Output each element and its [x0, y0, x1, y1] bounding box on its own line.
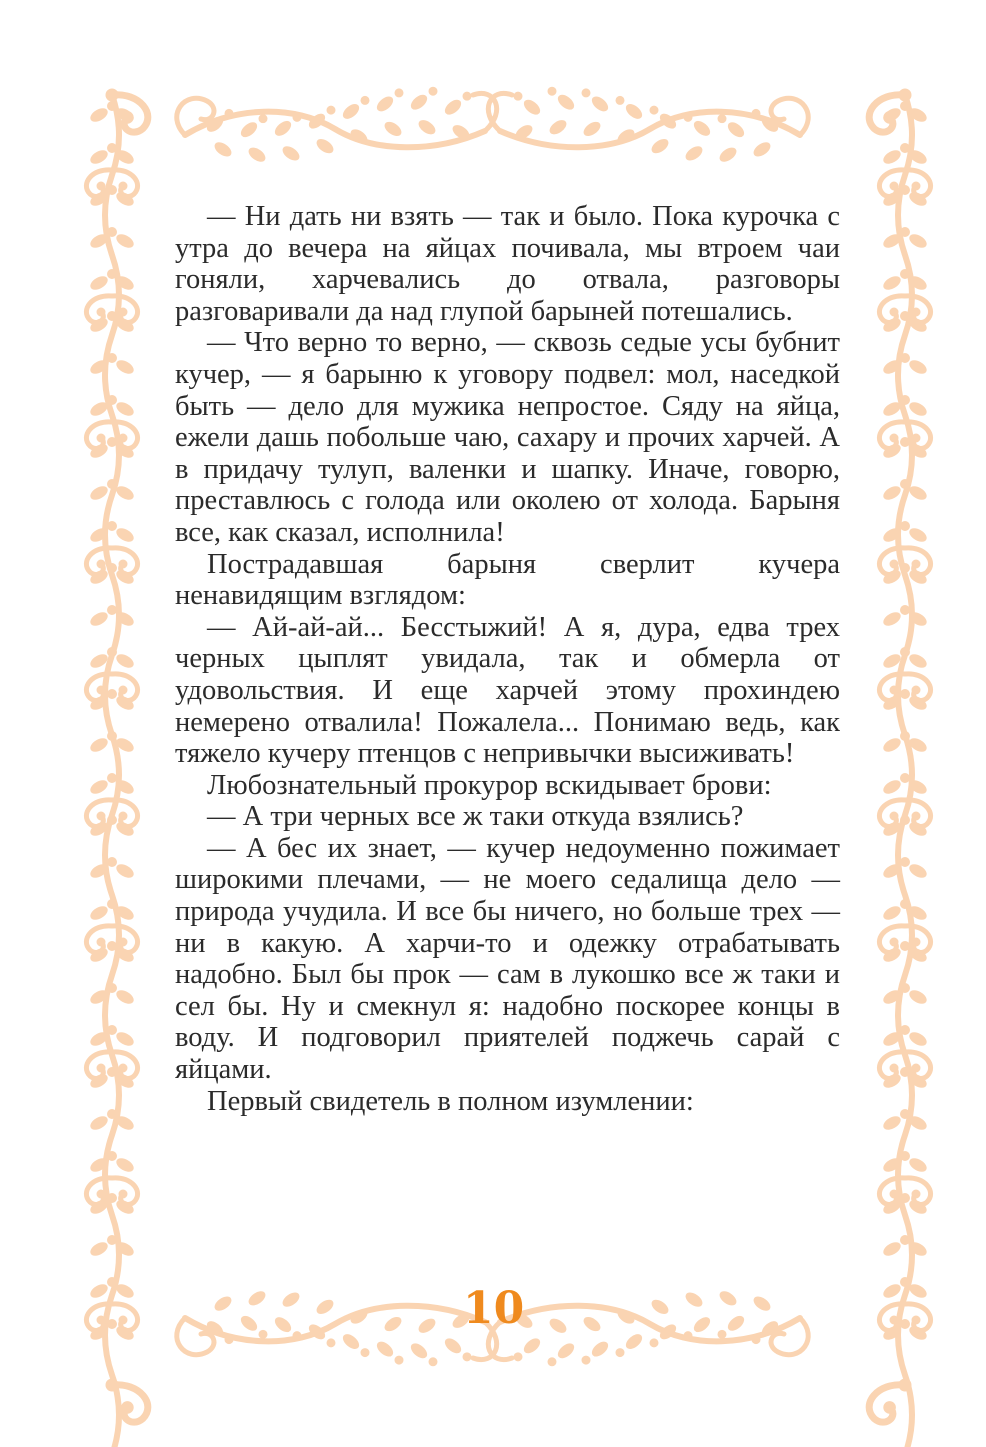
paragraph: — Ай-ай-ай... Бесстыжий! А я, дура, едва трех черных цыплят увидала, так и обмерла от удовольствия. И еще харчей этому прохиндею немерено отвалила! Пожалела... Понимаю ведь, как тяжело кучеру птенцов с непривычки высиживать!: [175, 611, 840, 770]
paragraph: — Что верно то верно, — сквозь седые усы бубнит кучер, — я барыню к уговору подвел: мол, наседкой быть — дело для мужика непростое. Сяду на яйца, ежели дашь побольше чаю, сахару и прочих харчей. А в придачу тулуп, валенки и шапку. Иначе, говорю, преставлюсь с голода или околею от холода. Барыня все, как сказал, исполнила!: [175, 327, 840, 548]
page-number: 10: [463, 1283, 525, 1334]
paragraph: — А бес их знает, — кучер недоуменно пожимает широкими плечами, — не моего седалища дело — природа учудила. И все бы ничего, но больше трех — ни в какую. А харчи-то и одежку отрабатывать надобно. Был бы прок — сам в лукошко все ж таки и сел бы. Ну и смекнул я: надобно поскорее концы в воду. И подговорил приятелей поджечь сарай с яйцами.: [175, 832, 840, 1086]
scroll-ornament: [488, 87, 808, 164]
paragraph: — Ни дать ни взять — так и было. Пока курочка с утра до вечера на яйцах почивала, мы втроем чаи гоняли, харчевались до отвала, разговоры разговаривали да над глупой барыней потешались.: [175, 201, 840, 327]
side-vine: [879, 95, 930, 1447]
scroll-ornament: [177, 87, 497, 164]
scroll-ornament: [488, 1289, 808, 1366]
scroll-ornament: [177, 1289, 497, 1366]
paragraph: Любознательный прокурор вскидывает брови:: [207, 769, 772, 801]
paragraph: — А три черных все ж таки откуда взялись?: [207, 801, 744, 833]
corner-curl: [869, 1379, 911, 1422]
paragraph: Первый свидетель в полном изумлении:: [207, 1085, 694, 1117]
body-text: [175, 201, 840, 1117]
corner-curl: [106, 1379, 148, 1422]
paragraph: Пострадавшая барыня сверлит кучера ненавидящим взглядом:: [175, 548, 840, 612]
side-vine: [86, 95, 137, 1447]
